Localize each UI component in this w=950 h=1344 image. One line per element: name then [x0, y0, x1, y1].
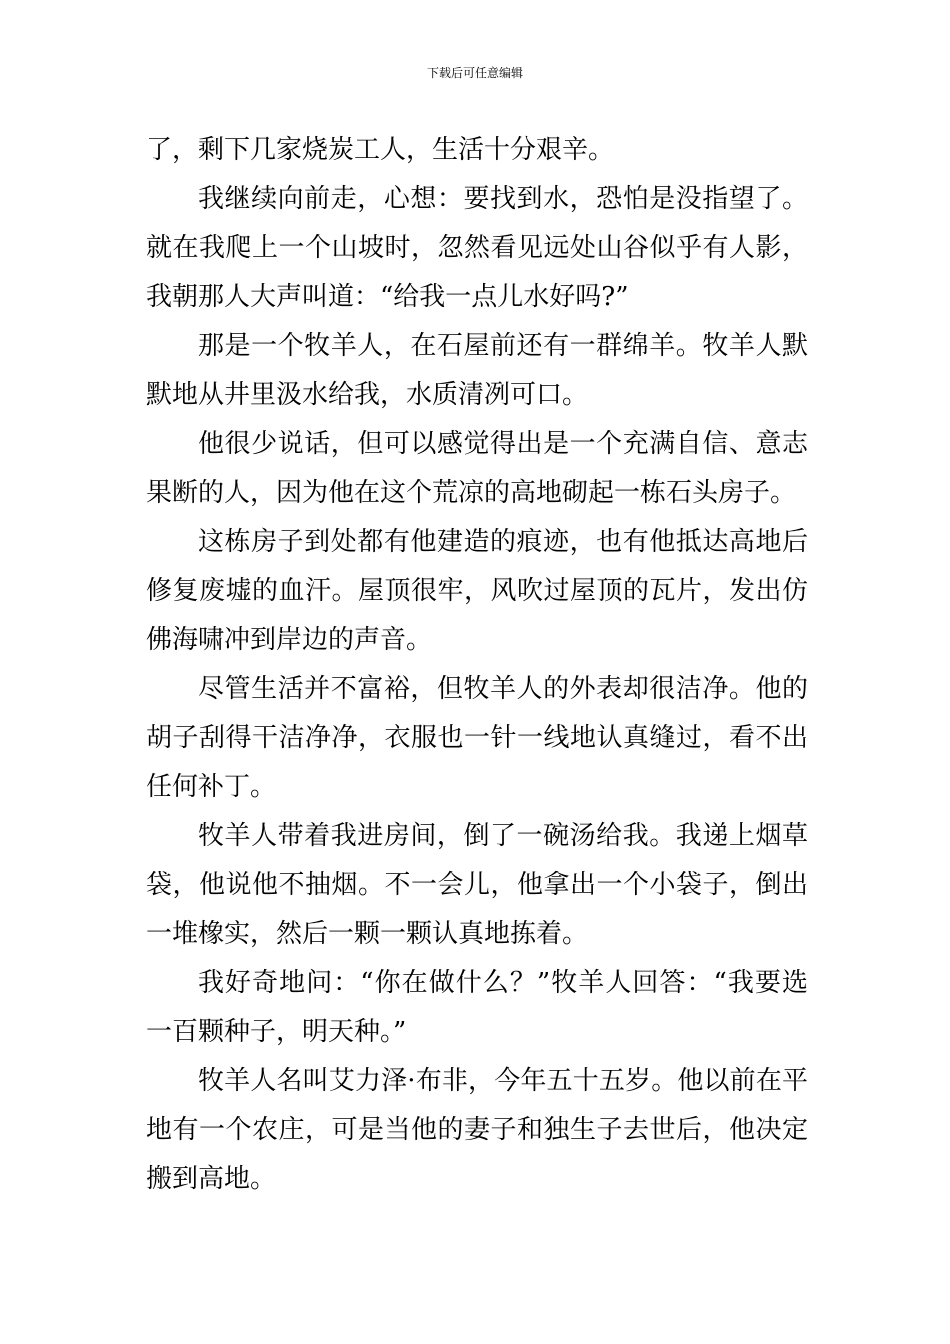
paragraph: 那是一个牧羊人，在石屋前还有一群绵羊。牧羊人默默地从井里汲水给我，水质清冽可口。 [146, 331, 808, 410]
paragraph: 这栋房子到处都有他建造的痕迹，也有他抵达高地后修复废墟的血汗。屋顶很牢，风吹过屋顶的瓦片，发出仿佛海啸冲到岸边的声音。 [146, 527, 808, 655]
paragraph: 我好奇地问：“你在做什么？”牧羊人回答：“我要选一百颗种子，明天种。” [146, 968, 808, 1047]
paragraph: 牧羊人名叫艾力泽·布非，今年五十五岁。他以前在平地有一个农庄，可是当他的妻子和独生子去世后，他决定搬到高地。 [146, 1066, 808, 1194]
paragraph: 尽管生活并不富裕，但牧羊人的外表却很洁净。他的胡子刮得干洁净净，衣服也一针一线地认真缝过，看不出任何补丁。 [146, 674, 808, 802]
paragraph: 牧羊人带着我进房间，倒了一碗汤给我。我递上烟草袋，他说他不抽烟。不一会儿，他拿出一个小袋子，倒出一堆橡实，然后一颗一颗认真地拣着。 [146, 821, 808, 949]
page-header: 下载后可任意编辑 [426, 66, 523, 80]
body-text [146, 126, 808, 1204]
paragraph: 我继续向前走，心想：要找到水，恐怕是没指望了。就在我爬上一个山坡时，忽然看见远处山谷似乎有人影，我朝那人大声叫道：“给我一点儿水好吗?” [146, 184, 808, 312]
paragraph: 他很少说话，但可以感觉得出是一个充满自信、意志果断的人，因为他在这个荒凉的高地砌起一栋石头房子。 [146, 429, 808, 508]
paragraph: 了，剩下几家烧炭工人，生活十分艰辛。 [146, 135, 615, 165]
